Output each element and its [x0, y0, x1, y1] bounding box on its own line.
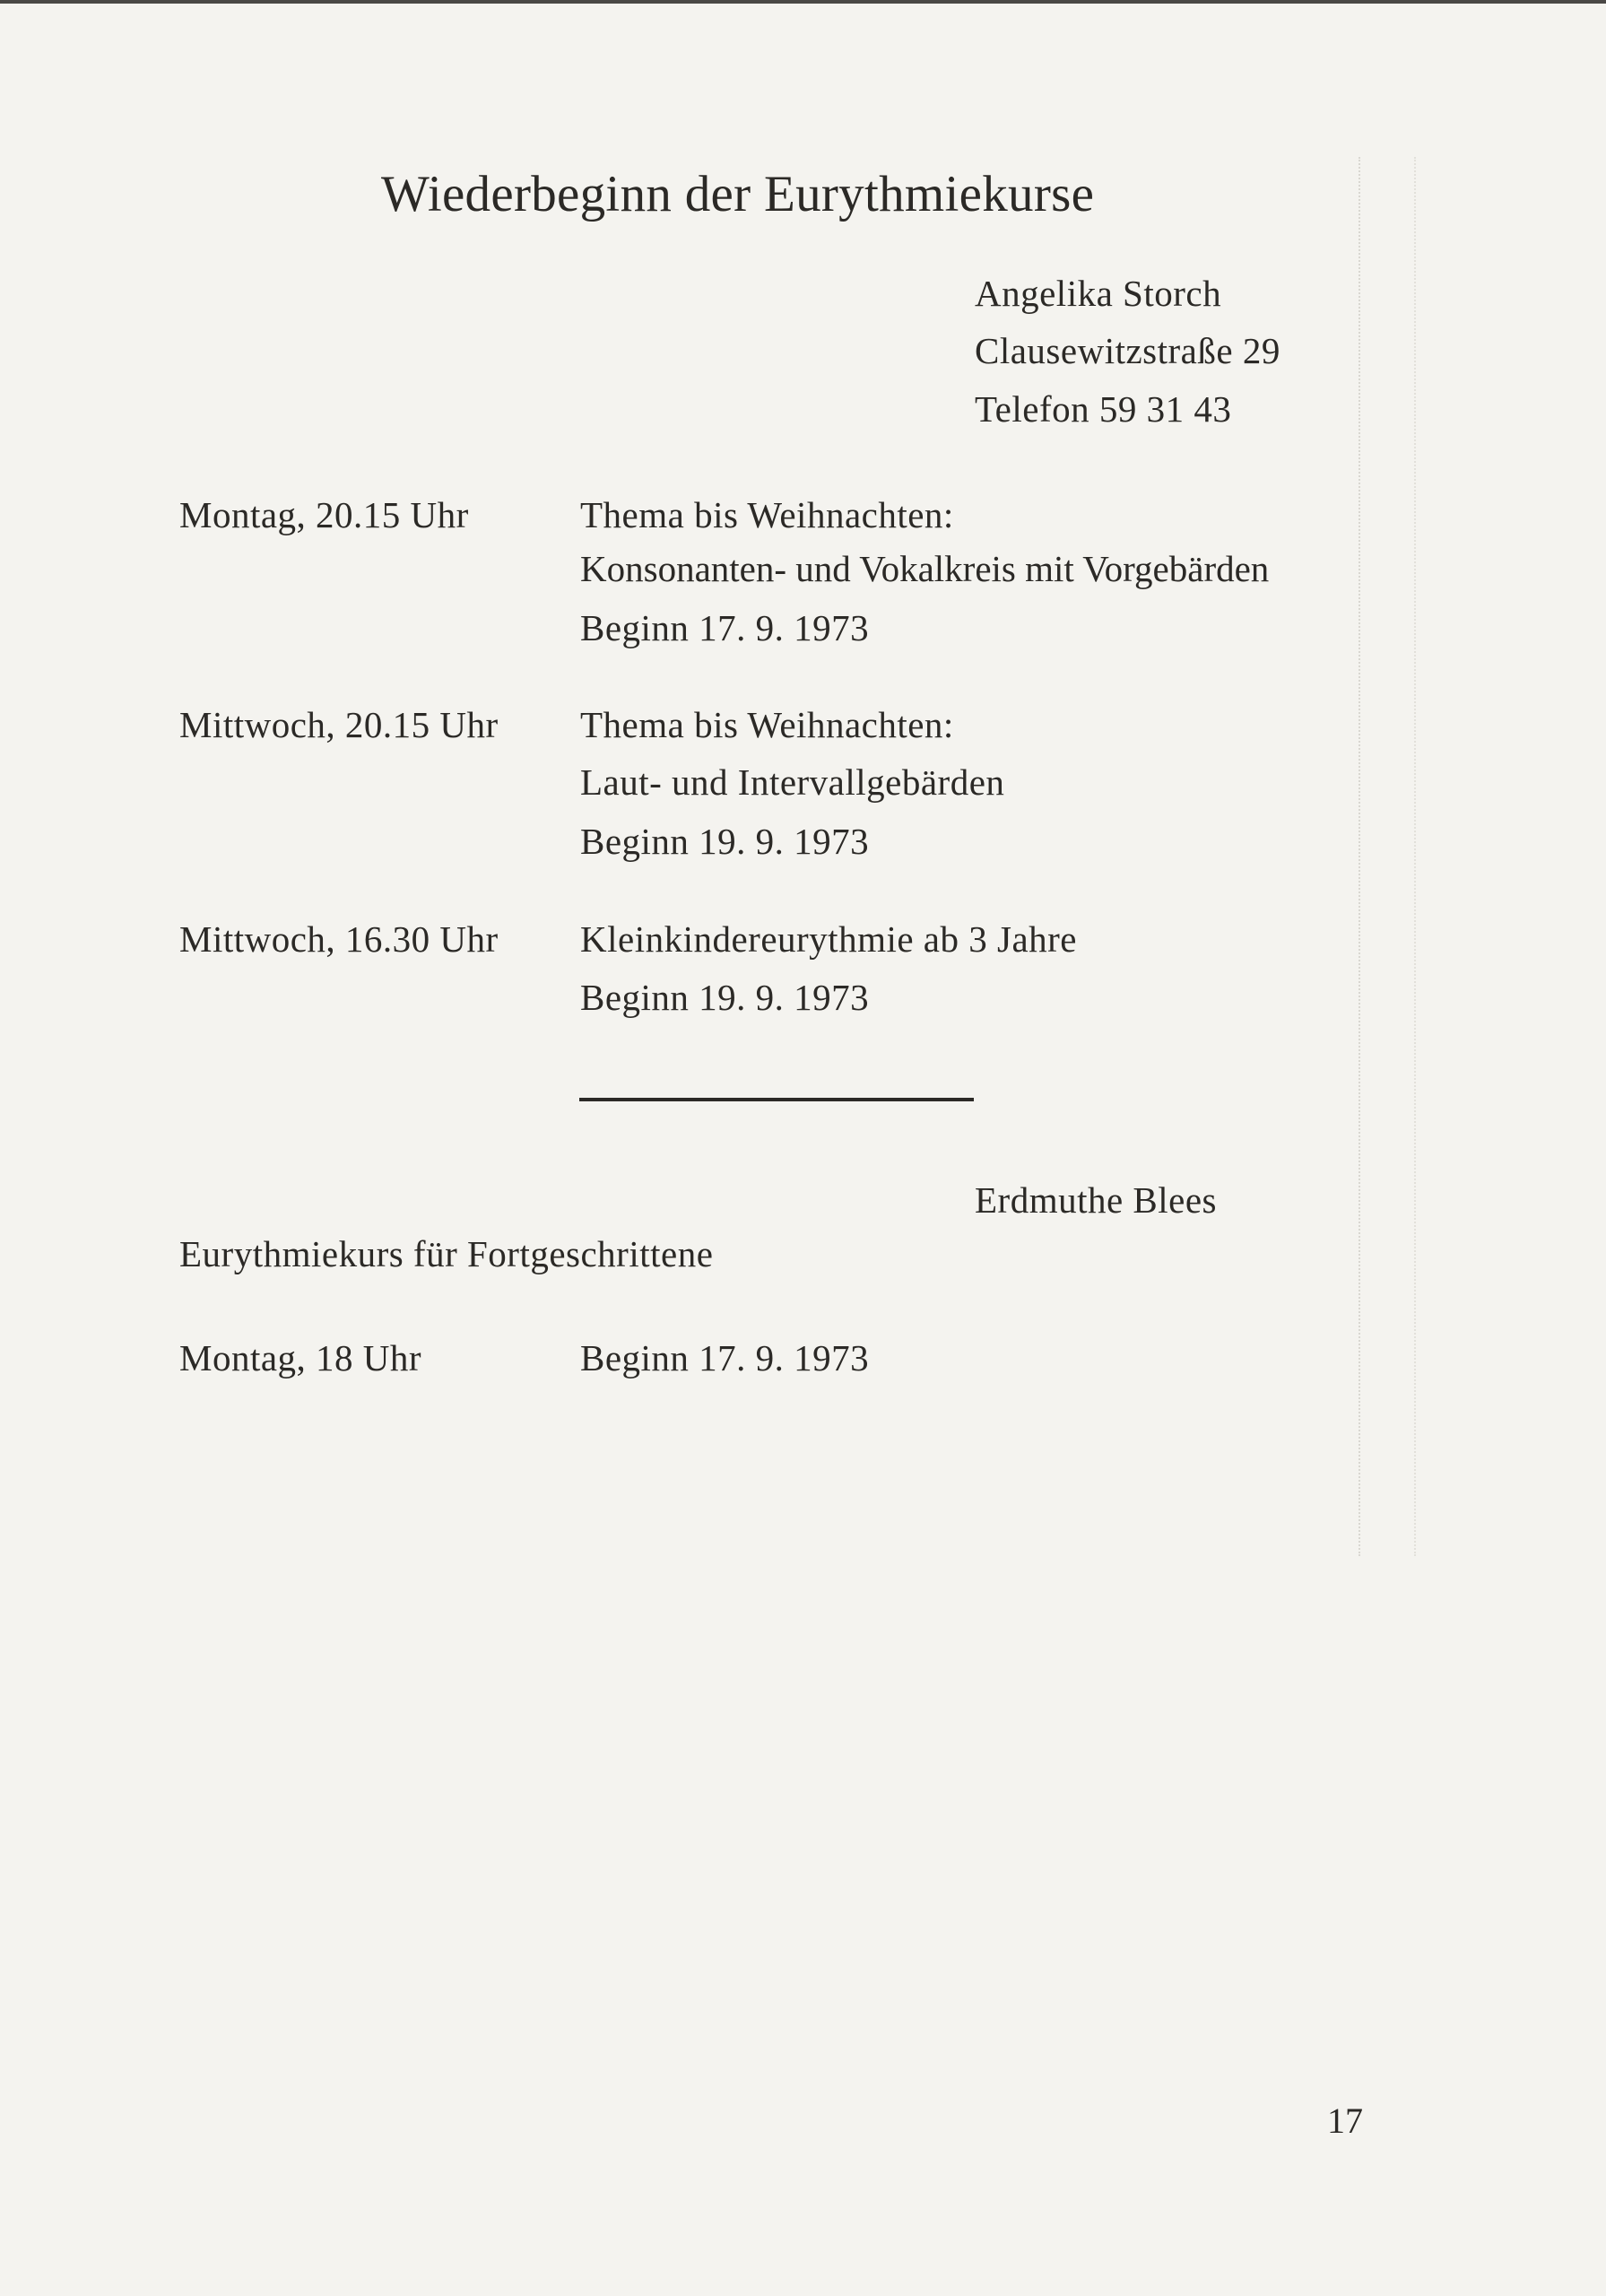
course-3-line-1: Kleinkindereurythmie ab 3 Jahre: [580, 918, 1078, 960]
page-top-edge: [0, 0, 1606, 4]
course-1-line-2: Konsonanten- und Vokalkreis mit Vorgebärden: [580, 548, 1270, 589]
course-2-line-2: Laut- und Intervallgebärden: [580, 761, 1005, 803]
contact-street: Clausewitzstraße 29: [975, 330, 1280, 371]
course-2-line-3: Beginn 19. 9. 1973: [580, 821, 870, 862]
section-divider: [579, 1098, 974, 1101]
advanced-course-day: Montag, 18 Uhr: [179, 1337, 422, 1378]
course-3-line-2: Beginn 19. 9. 1973: [580, 977, 870, 1018]
course-2-day: Mittwoch, 20.15 Uhr: [179, 704, 499, 745]
course-2-line-1: Thema bis Weihnachten:: [580, 704, 954, 745]
course-3-day: Mittwoch, 16.30 Uhr: [179, 918, 499, 960]
advanced-course-start: Beginn 17. 9. 1973: [580, 1337, 870, 1378]
advanced-course-heading: Eurythmiekurs für Fortgeschrittene: [179, 1233, 714, 1274]
course-1-line-1: Thema bis Weihnachten:: [580, 494, 954, 535]
contact-2-name: Erdmuthe Blees: [975, 1179, 1218, 1221]
page-title: Wiederbeginn der Eurythmiekurse: [381, 166, 1095, 222]
course-1-line-3: Beginn 17. 9. 1973: [580, 607, 870, 648]
contact-phone: Telefon 59 31 43: [975, 388, 1232, 430]
page-number: 17: [1327, 2100, 1363, 2141]
bleed-through-shadow: [1359, 157, 1416, 1556]
contact-name: Angelika Storch: [975, 273, 1222, 314]
course-1-day: Montag, 20.15 Uhr: [179, 494, 469, 535]
